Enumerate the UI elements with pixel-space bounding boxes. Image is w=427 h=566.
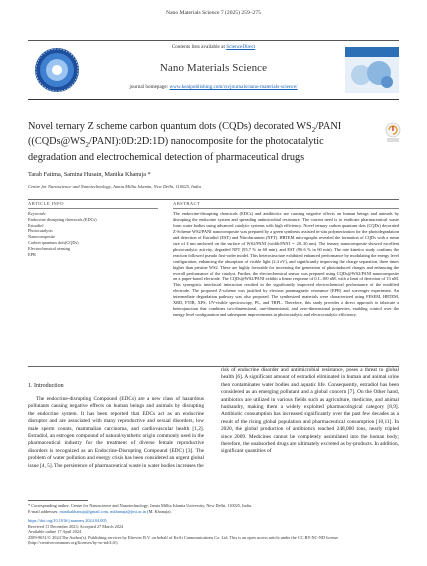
journal-name: Nano Materials Science xyxy=(159,62,268,74)
footnote-text: * Corresponding author. Centre for Nanoscience and Nanotechnology, Jamia Millia Islamia University, New Delhi, 110025, India. xyxy=(28,503,252,508)
divider xyxy=(28,208,158,209)
keyword: EPR xyxy=(28,251,36,257)
keyword: Estradiol xyxy=(28,222,44,228)
keyword: Endocrine disrupting chemicals (EDCs) xyxy=(28,216,97,222)
doi-link[interactable]: https://doi.org/10.1016/j.nanoms.2024.04.005 xyxy=(28,518,107,523)
homepage-prefix: journal homepage: xyxy=(129,84,170,90)
contents-prefix: Contents lists available at xyxy=(171,44,227,50)
keyword: Nanocomposite xyxy=(28,234,55,240)
body-text-left-column: The endocrine-disrupting Compound (EDCs) are a new class of hazardous pollutants causing negative effects on human beings and animals by disrupting the endocrine system. It has been reported that EDCs act as an endocrine disruptor and are associated with many reproductive and sexual disorders, low male sperm counts, mammalian carcinoma, and cardiovascular health [1,2]. Estradiol, an estrogen compound of natural/synthetic origin commonly used in the pharmaceutical industry for the treatment of diverse female reproductive disorders is recognized as an Endocrine-Disrupting Compound (EDC) [3]. The problem of water pollution and energy crisis has been considered an urgent global issue [4, 5]. The persistence of pharmaceutical waste in water bodies increases the xyxy=(28,396,204,469)
keyword: Carbon quantum dots(CQDs) xyxy=(28,239,79,245)
article-title: Novel ternary Z scheme carbon quantum dots (CQDs) decorated $WS_2$/PANI $((CQDs@WS_2/PANI):0D:2D:1D)$ nanocomposite for the photocatalytic degradation and electrochemical detection of pharmaceutical drugs xyxy=(28,121,342,163)
affiliation: Centre for Nanoscience and Nanotechnology, Jamia Millia Islamia, New Delhi, 110025, India xyxy=(28,184,201,189)
footnote-email-line: E-mail addresses: manikakhanuja@gmail.com, mkhanuja@jmi.ac.in (M. Khanuja). xyxy=(28,508,172,514)
author-email-link[interactable]: manikakhanuja@gmail.com, mkhanuja@jmi.ac.in xyxy=(59,508,147,514)
article-info-heading: ARTICLE INFO xyxy=(28,201,64,206)
article-history: Received 11 December 2023; Accepted 27 March 2024 xyxy=(28,523,124,529)
sciencedirect-link[interactable]: ScienceDirect xyxy=(226,44,256,50)
divider xyxy=(173,208,399,209)
publisher-cover-image xyxy=(345,47,399,93)
keywords-heading: Keywords: xyxy=(28,211,47,216)
keyword: Electrochemical sensing xyxy=(28,245,70,251)
corresponding-author-footnote xyxy=(28,503,399,514)
footnote-divider xyxy=(28,500,88,501)
section-heading: 1. Introduction xyxy=(28,383,64,389)
keyword: Photocatalysis xyxy=(28,228,53,234)
abstract-text: The endocrine-disrupting chemicals (EDCs) and antibiotics are causing negative effects on human beings and animals by disrupting the endocrine system and spreading antimicrobial resistance. The current need is to eradicate pharmaceutical waste from water bodies using advanced catalytic systems with high efficiency. Novel ternary carbon quantum dots (CQDs) decorated Z-Scheme WS2/PANI nanocomposite was prepared by a green synthesis assisted in-situ polymerization for the photodegradation and detection of Estradiol (EST) and Nitrofurantoin (NFT). HRTEM micrographs revealed the formation of CQDs with a mean size of 4 nm anchored on the surface of WS2/PANI (width:PANI ∼ 20–30 nm). The ternary nanocomposite showed excellent photocatalytic activity, degraded NFT (95.7 % in 60 min), and EST (96.6 % in 60 min). The rate kinetics study confirms the reaction followed pseudo first-order model. This heterostructure exhibited enhanced performance by modulating the energy level configuration, enhancing the absorption of visible light (2.4 eV), and significantly improving the charge separation, three times higher than pristine WS2. These are highly favorable for increasing the generation of photoinduced charges and enhancing the overall performance of the catalyst. Further, the electrochemical sensor was prepared using CQDs@WS2/PANI nanocomposite on a paper-based electrode. The CQDs@WS2/PANI exhibit a linear response of 0.1–100 nM, with a limit of detection of 13 nM. This synergistic interfacial interaction resulted in the significantly improved electrochemical performance of the modified electrode. The proposed Z-scheme was justified by electron paramagnetic resonance (EPR) and scavenger experiment. An intermediate degradation pathway was also proposed. The synthesized materials were characterized using FESEM, HRTEM, XRD, FTIR, XPS, UV-visible spectroscopy, PL, and TRPL. Therefore, this study provides a direct approach to fabricate a heterojunction that combines two-dimensional, one-dimensional, and zero-dimensional properties, enabling control over the energy level configuration and subsequent improvements in photocatalytic and electrocatalytic efficiency. xyxy=(173,211,399,318)
copyright-license: 2589-9651/© 2024 The Author(s). Publishing services by Elsevier B.V. on behalf of KeAi Communications Co. Ltd. This is an open access article under the CC BY-NC-ND license (http://creativecommons.org/licenses/by-nc-nd/4.0/). xyxy=(28,534,339,546)
front-matter xyxy=(28,518,399,546)
body-text-right-column: risk of endocrine disorder and antimicrobial resistance, poses a threat to global health [6]. A significant amount of estradiol eliminated in human and animal urine then contaminates water bodies and aquatic life. Consequently, estradiol has been considered as an emerging pollutant and a global concern [7]. On the Other hand, antibiotics are utilized in various fields such as agriculture, medicine, and animal husbandry, making them a widely exploited pharmacological category [8,9]. Antibiotic consumption has increased significantly over the past few decades as a result of the rising global population and pharmaceutical consumption [10,11]. In 2020, the global production of antibiotics reached 248,000 tons, nearly tripled since 2009. Medicines cannot be completely assimilated into the human body; therefore, the unabsorbed drugs are ultimately excreted as by-products. In addition, significant quantities of xyxy=(221,367,399,455)
divider xyxy=(28,199,399,200)
homepage-link[interactable]: www.keaipublishing.com/cn/journals/nano-materials-science/ xyxy=(169,84,298,90)
keywords-block xyxy=(28,211,158,257)
running-head: Nano Materials Science 7 (2025) 259–275 xyxy=(166,10,261,16)
abstract-heading: ABSTRACT xyxy=(173,201,201,206)
check-for-updates-icon[interactable] xyxy=(385,122,401,144)
available-online: Available online 17 April 2024 xyxy=(28,529,82,535)
author-list: Tarab Fatima, Samina Husain, Manika Khanuja * xyxy=(28,171,151,178)
